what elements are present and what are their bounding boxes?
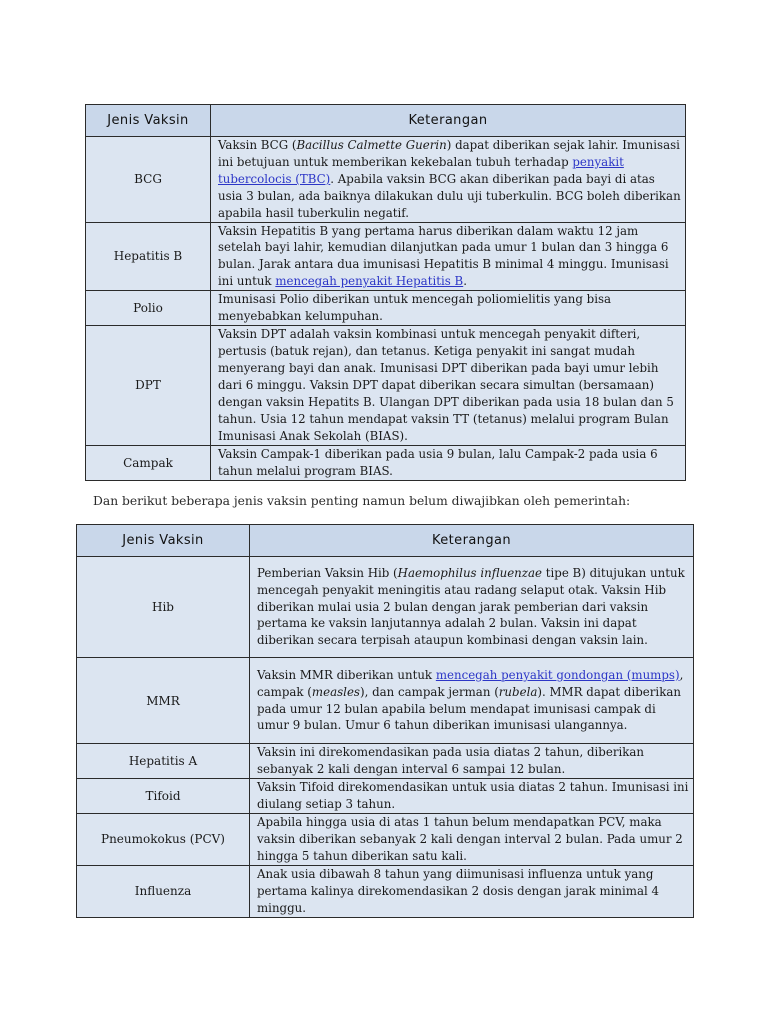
vaccine-description: Vaksin ini direkomendasikan pada usia diatas 2 tahun, diberikan sebanyak 2 kali dengan interval 6 sampai 12 bulan.	[250, 744, 694, 779]
table-row	[86, 137, 686, 223]
vaccine-name: Tifoid	[77, 779, 250, 814]
table-row	[77, 814, 694, 866]
vaccine-description: Vaksin DPT adalah vaksin kombinasi untuk mencegah penyakit difteri, pertusis (batuk rejan), dan tetanus. Ketiga penyakit ini sangat mudah menyerang bayi dan anak. Imunisasi DPT diberikan pada bayi umur lebih dari 6 minggu. Vaksin DPT dapat diberikan secara simultan (bersamaan) dengan vaksin Hepatits B. Ulangan DPT diberikan pada usia 18 bulan dan 5 tahun. Usia 12 tahun mendapat vaksin TT (tetanus) melalui program Bulan Imunisasi Anak Sekolah (BIAS).	[211, 325, 686, 445]
table-row	[77, 658, 694, 744]
table-row	[77, 779, 694, 814]
vaccine-name: Hib	[77, 557, 250, 658]
vaccine-table-optional	[76, 524, 694, 918]
vaccine-name: Campak	[86, 445, 211, 480]
link-gondongan[interactable]: mencegah penyakit gondongan (mumps)	[435, 667, 680, 682]
vaccine-name: DPT	[86, 325, 211, 445]
table-header-row	[77, 525, 694, 557]
vaccine-description: Vaksin Hepatitis B yang pertama harus diberikan dalam waktu 12 jam setelah bayi lahir, kemudian dilanjutkan pada umur 1 bulan dan 3 hingga 6 bulan. Jarak antara dua imunisasi Hepatitis B minimal 4 minggu. Imunisasi ini untuk mencegah penyakit Hepatitis B.	[211, 222, 686, 291]
vaccine-name: MMR	[77, 658, 250, 744]
header-jenis-vaksin: Jenis Vaksin	[86, 105, 211, 137]
vaccine-description: Vaksin MMR diberikan untuk mencegah penyakit gondongan (mumps), campak (measles), dan campak jerman (rubela). MMR dapat diberikan pada umur 12 bulan apabila belum mendapat imunisasi campak di umur 9 bulan. Umur 6 tahun diberikan imunisasi ulangannya.	[250, 658, 694, 744]
table-row	[77, 744, 694, 779]
vaccine-description: Imunisasi Polio diberikan untuk mencegah poliomielitis yang bisa menyebabkan kelumpuhan.	[211, 291, 686, 326]
header-keterangan: Keterangan	[250, 525, 694, 557]
vaccine-table-mandatory	[85, 104, 686, 481]
link-tbc[interactable]: penyakit tubercolocis (TBC)	[218, 154, 624, 186]
table-row	[86, 291, 686, 326]
header-keterangan: Keterangan	[211, 105, 686, 137]
table-row	[77, 865, 694, 917]
vaccine-description: Vaksin Campak-1 diberikan pada usia 9 bulan, lalu Campak-2 pada usia 6 tahun melalui program BIAS.	[211, 445, 686, 480]
vaccine-description: Pemberian Vaksin Hib (Haemophilus influenzae tipe B) ditujukan untuk mencegah penyakit meningitis atau radang selaput otak. Vaksin Hib diberikan mulai usia 2 bulan dengan jarak pemberian dari vaksin pertama ke vaksin lanjutannya adalah 2 bulan. Vaksin ini dapat diberikan secara terpisah ataupun kombinasi dengan vaksin lain.	[250, 557, 694, 658]
vaccine-name: Polio	[86, 291, 211, 326]
table-row	[77, 557, 694, 658]
vaccine-description: Anak usia dibawah 8 tahun yang diimunisasi influenza untuk yang pertama kalinya direkomendasikan 2 dosis dengan jarak minimal 4 minggu.	[250, 865, 694, 917]
vaccine-name: Influenza	[77, 865, 250, 917]
vaccine-name: Pneumokokus (PCV)	[77, 814, 250, 866]
vaccine-name: Hepatitis B	[86, 222, 211, 291]
table-row	[86, 445, 686, 480]
table-header-row	[86, 105, 686, 137]
vaccine-description: Vaksin BCG (Bacillus Calmette Guerin) dapat diberikan sejak lahir. Imunisasi ini betujuan untuk memberikan kekebalan tubuh terhadap penyakit tubercolocis (TBC). Apabila vaksin BCG akan diberikan pada bayi di atas usia 3 bulan, ada baiknya dilakukan dulu uji tuberkulin. BCG boleh diberikan apabila hasil tuberkulin negatif.	[211, 137, 686, 223]
intro-paragraph: Dan berikut beberapa jenis vaksin penting namun belum diwajibkan oleh pemerintah:	[93, 494, 631, 508]
table-row	[86, 222, 686, 291]
header-jenis-vaksin: Jenis Vaksin	[77, 525, 250, 557]
table-row	[86, 325, 686, 445]
link-hepatitis-b[interactable]: mencegah penyakit Hepatitis B	[275, 274, 464, 289]
vaccine-name: Hepatitis A	[77, 744, 250, 779]
vaccine-description: Vaksin Tifoid direkomendasikan untuk usia diatas 2 tahun. Imunisasi ini diulang setiap 3 tahun.	[250, 779, 694, 814]
vaccine-description: Apabila hingga usia di atas 1 tahun belum mendapatkan PCV, maka vaksin diberikan sebanyak 2 kali dengan interval 2 bulan. Pada umur 2 hingga 5 tahun diberikan satu kali.	[250, 814, 694, 866]
vaccine-name: BCG	[86, 137, 211, 223]
